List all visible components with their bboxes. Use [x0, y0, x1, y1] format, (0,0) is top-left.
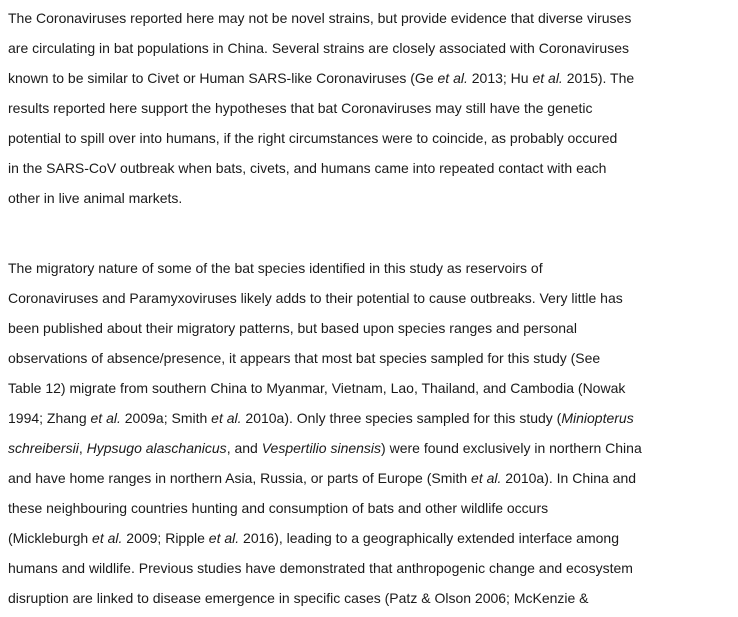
text-line — [8, 3, 738, 33]
text-line — [8, 63, 738, 93]
paragraph — [8, 253, 738, 613]
text-line — [8, 93, 738, 123]
text-run: observations of absence/presence, it appears that most bat species sampled for this study (See — [8, 350, 601, 366]
italic-text-run: et al. — [208, 530, 240, 546]
text-run: ) were found exclusively in northern China — [381, 440, 642, 456]
text-line — [8, 183, 738, 213]
document-body — [8, 3, 738, 613]
text-run: Coronaviruses and Paramyxoviruses likely adds to their potential to cause outbreaks. Very little has — [8, 290, 623, 306]
text-run: 2009a; Smith — [120, 410, 212, 426]
italic-text-run: Vespertilio sinensis — [261, 440, 382, 456]
italic-text-run: Hypsugo alaschanicus — [86, 440, 227, 456]
italic-text-run: et al. — [90, 410, 121, 426]
text-line — [8, 493, 738, 523]
text-run: 2013; Hu — [467, 70, 533, 86]
text-line — [8, 33, 738, 63]
text-line — [8, 463, 738, 493]
text-run: 2016), leading to a geographically extended interface among — [239, 530, 619, 546]
text-line — [8, 123, 738, 153]
italic-text-run: et al. — [92, 530, 123, 546]
italic-text-run: et al. — [211, 410, 242, 426]
text-run: these neighbouring countries hunting and consumption of bats and other wildlife occurs — [8, 500, 549, 516]
text-run: 2010a). In China and — [501, 470, 637, 486]
paragraph — [8, 3, 738, 213]
text-run: are circulating in bat populations in China. Several strains are closely associated with Coronaviruses — [8, 40, 629, 56]
text-run: other in live animal markets. — [8, 190, 183, 206]
text-run: 1994; Zhang — [8, 410, 91, 426]
italic-text-run: schreibersii — [8, 440, 79, 456]
text-line — [8, 343, 738, 373]
text-run: humans and wildlife. Previous studies have demonstrated that anthropogenic change and ecosystem — [8, 560, 633, 576]
text-line — [8, 553, 738, 583]
text-run: The migratory nature of some of the bat species identified in this study as reservoirs of — [8, 260, 543, 276]
text-line — [8, 373, 738, 403]
text-line — [8, 253, 738, 283]
text-line — [8, 583, 738, 613]
text-run: been published about their migratory patterns, but based upon species ranges and personal — [8, 320, 577, 336]
text-run: 2010a). Only three species sampled for this study ( — [241, 410, 562, 426]
text-run: 2015). The — [562, 70, 635, 86]
text-run: known to be similar to Civet or Human SARS-like Coronaviruses (Ge — [8, 70, 438, 86]
text-run: , and — [226, 440, 262, 456]
italic-text-run: Miniopterus — [561, 410, 634, 426]
text-line — [8, 523, 738, 553]
text-run: Table 12) migrate from southern China to Myanmar, Vietnam, Lao, Thailand, and Cambodia (Nowak — [8, 380, 626, 396]
text-run: potential to spill over into humans, if the right circumstances were to coincide, as probably occured — [8, 130, 618, 146]
text-line — [8, 433, 738, 463]
text-run: 2009; Ripple — [122, 530, 209, 546]
text-run: in the SARS-CoV outbreak when bats, civets, and humans came into repeated contact with each — [8, 160, 607, 176]
text-run: results reported here support the hypotheses that bat Coronaviruses may still have the genetic — [8, 100, 593, 116]
text-run: (Mickleburgh — [8, 530, 93, 546]
text-run: , — [78, 440, 87, 456]
text-line — [8, 283, 738, 313]
italic-text-run: et al. — [532, 70, 563, 86]
text-line — [8, 313, 738, 343]
text-run: disruption are linked to disease emergence in specific cases (Patz & Olson 2006; McKenzie & — [8, 590, 589, 606]
text-run: The Coronaviruses reported here may not be novel strains, but provide evidence that diverse viruses — [8, 10, 632, 26]
text-line — [8, 403, 738, 433]
text-line — [8, 153, 738, 183]
italic-text-run: et al. — [471, 470, 502, 486]
text-run: and have home ranges in northern Asia, Russia, or parts of Europe (Smith — [8, 470, 472, 486]
italic-text-run: et al. — [437, 70, 468, 86]
